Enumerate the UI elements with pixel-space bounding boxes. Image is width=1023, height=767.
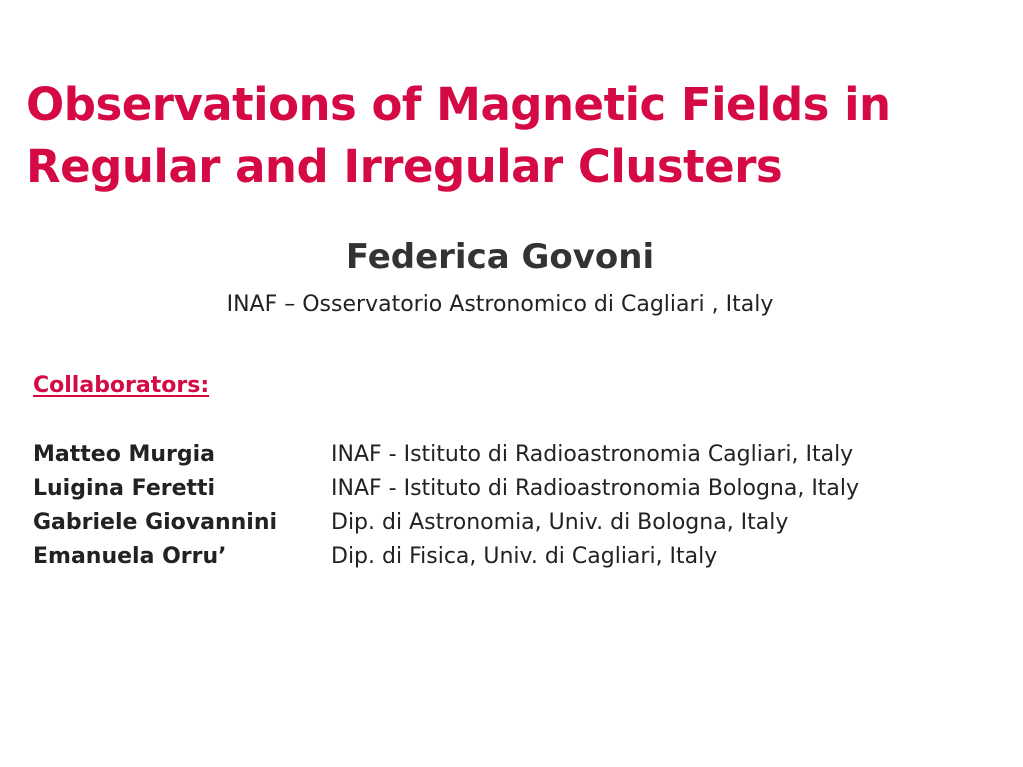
collaborator-name: Luigina Feretti <box>33 475 216 501</box>
author-name: Federica Govoni <box>345 237 655 277</box>
collaborator-institution: Dip. di Fisica, Univ. di Cagliari, Italy <box>331 543 718 569</box>
collaborator-name: Emanuela Orru’ <box>33 543 227 569</box>
collaborator-row <box>33 471 993 505</box>
collaborator-institution: Dip. di Astronomia, Univ. di Bologna, Italy <box>331 509 789 535</box>
collaborators-heading: Collaborators: <box>33 373 210 398</box>
collaborator-institution: INAF - Istituto di Radioastronomia Bologna, Italy <box>331 475 860 501</box>
collaborator-institution: INAF - Istituto di Radioastronomia Cagliari, Italy <box>331 441 854 467</box>
collaborator-name: Gabriele Giovannini <box>33 509 278 535</box>
collaborator-row <box>33 505 993 539</box>
author-affiliation: INAF – Osservatorio Astronomico di Cagliari , Italy <box>226 292 774 317</box>
collaborators-list <box>33 437 993 573</box>
slide-title-line-2: Regular and Irregular Clusters <box>26 140 783 193</box>
slide-title <box>26 74 1016 198</box>
collaborator-row <box>33 437 993 471</box>
collaborator-name: Matteo Murgia <box>33 441 216 467</box>
collaborator-row <box>33 539 993 573</box>
slide-title-line-1: Observations of Magnetic Fields in <box>26 78 891 131</box>
